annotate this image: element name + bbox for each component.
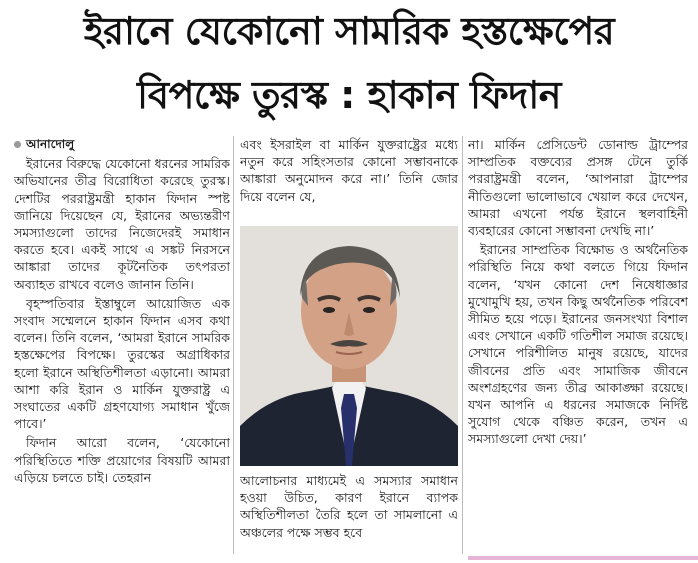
article-column-3 <box>468 136 688 556</box>
paragraph: বৃহস্পতিবার ইস্তাম্বুলে আয়োজিত এক সংবাদ সম্মেলনে হাকান ফিদান এসব কথা বলেন। তিনি বলেন, ‘আমরা ইরানে সামরিক হস্তক্ষেপের বিপক্ষে। তুরস্কের অগ্রাধিকার হলো ইরানে অস্থিতিশীলতা এড়ানো। আমরা আশা করি ইরান ও মার্কিন যুক্তরাষ্ট্র এ সংঘাতের একটি গ্রহণযোগ্য সমাধান খুঁজে পাবে।’ <box>14 295 230 432</box>
accent-bar <box>468 556 698 560</box>
paragraph: না। মার্কিন প্রেসিডেন্ট ডোনাল্ড ট্রাম্পের সাম্প্রতিক বক্তব্যের প্রসঙ্গ টেনে তুর্কি পররাষ্ট্রমন্ত্রী বলেন, ‘আপনারা ট্রাম্পের নীতিগুলো ভালোভাবে খেয়াল করে দেখেন, আমরা এখনো পর্যন্ত ইরানে স্থলবাহিনী ব্যবহারের কোনো সম্ভাবনা দেখছি না।’ <box>468 137 688 239</box>
bullet-icon <box>14 141 21 148</box>
paragraph: এবং ইসরাইল বা মার্কিন যুক্তরাষ্ট্রের মধ্যে নতুন করে সহিংসতার কোনো সম্ভাবনাকে আঙ্কারা অনুমোদন করে না।’ তিনি জোর দিয়ে বলেন যে, <box>240 137 458 204</box>
article-column-2-continued <box>240 472 458 558</box>
portrait-illustration <box>240 226 458 466</box>
paragraph: ইরানের বিরুদ্ধে যেকোনো ধরনের সামরিক অভিযানের তীব্র বিরোধিতা করেছে তুরস্ক। দেশটির পররাষ্ট্রমন্ত্রী হাকান ফিদান স্পষ্ট জানিয়ে দিয়েছেন যে, ইরানের অভ্যন্তরীণ সমস্যাগুলো তাদের নিজেদেরই সমাধান করতে হবে। একই সাথে এ সঙ্কট নিরসনে আঙ্কারা তাদের কূটনৈতিক তৎপরতা অব্যাহত রাখবে বলেও জানান তিনি। <box>14 156 230 292</box>
paragraph: আলোচনার মাধ্যমেই এ সমস্যার সমাধান হওয়া উচিত, কারণ ইরানে ব্যাপক অস্থিতিশীলতা তৈরি হলে তা সামলানো এ অঞ্চলের পক্ষে সম্ভব হবে <box>240 473 458 540</box>
paragraph: ফিদান আরো বলেন, ‘যেকোনো পরিস্থিতিতে শক্তি প্রয়োগের বিষয়টি আমরা এড়িয়ে চলতে চাই। তেহরান <box>14 435 230 485</box>
column-divider <box>233 136 234 554</box>
paragraph: ইরানের সাম্প্রতিক বিক্ষোভ ও অর্থনৈতিক পরিস্থিতি নিয়ে কথা বলতে গিয়ে ফিদান বলেন, ‘যখন কোনো দেশ নিষেধাজ্ঞার মুখোমুখি হয়, তখন কিছু অর্থনৈতিক পরিবেশ সীমিত হয়ে পড়ে। ইরানের জনসংখ্যা বিশাল এবং সেখানে একটি গতিশীল সমাজ রয়েছে। সেখানে পরিশীলিত মানুষ রয়েছে, যাদের জীবনের প্রতি এবং সামাজিক জীবনে অংশগ্রহণের জন্য তীব্র আকাঙ্ক্ষা রয়েছে। যখন আপনি এ ধরনের সমাজকে নির্দিষ্ট সুযোগ থেকে বঞ্চিত করেন, তখন এ সমস্যাগুলো দেখা দেয়।’ <box>468 242 688 447</box>
headline-line-2: বিপক্ষে তুরস্ক : হাকান ফিদান <box>137 73 561 117</box>
article-column-1 <box>14 136 230 556</box>
column-divider <box>462 136 463 554</box>
headline-line-1: ইরানে যেকোনো সামরিক হস্তক্ষেপের <box>83 9 615 53</box>
byline-text: আনাদোলু <box>26 137 75 151</box>
byline <box>14 136 230 153</box>
portrait-photo <box>240 226 458 466</box>
